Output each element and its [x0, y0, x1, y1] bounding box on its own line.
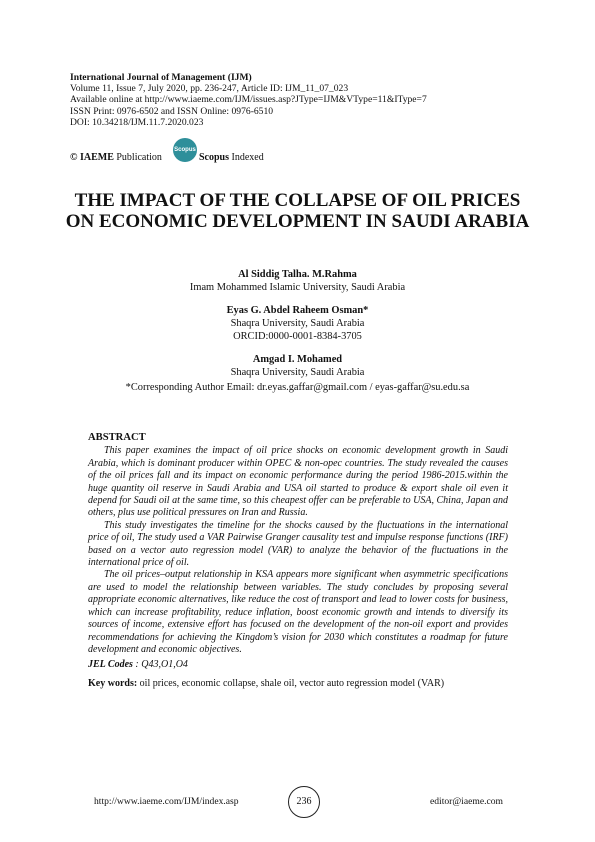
- keywords: [88, 678, 508, 690]
- author-name: Eyas G. Abdel Raheem Osman*: [226, 305, 369, 316]
- publication-line: [70, 138, 370, 174]
- scopus-indexed: [199, 152, 264, 163]
- author-orcid: ORCID:0000-0001-8384-3705: [233, 331, 362, 342]
- footer-url[interactable]: http://www.iaeme.com/IJM/index.asp: [94, 796, 239, 807]
- indexed-text: Indexed: [231, 152, 264, 163]
- author-block: [60, 304, 535, 343]
- author-block: [60, 268, 535, 294]
- keywords-value: oil prices, economic collapse, shale oil, vector auto regression model (VAR): [137, 677, 445, 689]
- publication-word: Publication: [116, 152, 162, 163]
- author-affiliation: Shaqra University, Saudi Arabia: [230, 367, 365, 378]
- availability-info[interactable]: Available online at http://www.iaeme.com/IJM/issues.asp?JType=IJM&VType=11&IType=7: [70, 94, 427, 106]
- page-footer: [70, 786, 525, 816]
- author-block: [60, 353, 535, 379]
- author-affiliation: Shaqra University, Saudi Arabia: [230, 318, 365, 329]
- abstract-section: [88, 432, 508, 690]
- abstract-paragraph: This study investigates the timeline for the shocks caused by the fluctuations in the international price of oil, The study used a VAR Pairwise Granger causality test and impulse response functions (IRF) based on a vector auto regression model (VAR) to analyze the behavior of the fluctuations in the international price of oil.: [88, 519, 508, 569]
- issn-info: ISSN Print: 0976-6502 and ISSN Online: 0976-6510: [70, 105, 274, 117]
- author-list: [60, 268, 535, 394]
- paper-title: THE IMPACT OF THE COLLAPSE OF OIL PRICES ON ECONOMIC DEVELOPMENT IN SAUDI ARABIA: [65, 190, 530, 232]
- abstract-paragraph: This paper examines the impact of oil price shocks on economic development growth in Saudi Arabia, which is dominant producer within OPEC & non-opec countries. The study revealed the causes of the oil prices fall and its impact on economic performance during the period 1986-2015.within the huge quantity oil reserve in Saudi Arabia and USA oil started to produce & export shale oil even it depend for Saudi oil at the same time, so this cheapest offer can be preferable to USA, China, Japan and others, plus use political pressures on Iran and Russia.: [88, 445, 508, 519]
- jel-value: : Q43,O1,O4: [135, 659, 188, 671]
- author-name: Amgad I. Mohamed: [252, 354, 343, 365]
- journal-header: [70, 72, 427, 128]
- journal-name: International Journal of Management (IJM): [70, 72, 252, 83]
- jel-codes: [88, 659, 508, 671]
- publisher-copyright: [70, 152, 162, 163]
- abstract-heading: ABSTRACT: [88, 432, 146, 443]
- jel-label: JEL Codes: [88, 659, 133, 671]
- volume-info: Volume 11, Issue 7, July 2020, pp. 236-247, Article ID: IJM_11_07_023: [70, 83, 349, 95]
- keywords-label: Key words:: [88, 677, 138, 689]
- author-affiliation: Imam Mohammed Islamic University, Saudi Arabia: [189, 282, 406, 293]
- author-name: Al Siddig Talha. M.Rahma: [238, 269, 357, 280]
- footer-email[interactable]: editor@iaeme.com: [429, 796, 503, 807]
- page-number: 236: [288, 786, 320, 818]
- doi-info[interactable]: DOI: 10.34218/IJM.11.7.2020.023: [70, 116, 204, 128]
- copyright-text: © IAEME: [70, 152, 114, 163]
- scopus-logo-icon: Scopus: [173, 138, 197, 162]
- abstract-paragraph: The oil prices–output relationship in KSA appears more significant when asymmetric specifications are used to model the relationship between variables. The study concludes by proposing several appropriate economic alternatives, like reduce the cost of transport and lead to lower costs for business, which can increase profitability, reduce inflation, boost economic growth and intends to diversify its sources of income, extensive effort has focused on the development of the non-oil export and provides recommendations for achieving the Kingdom’s vision for 2030 which constitutes a roadmap for future development and economic objectives.: [88, 569, 508, 655]
- scopus-text: Scopus: [199, 152, 230, 163]
- corresponding-email[interactable]: *Corresponding Author Email: dr.eyas.gaffar@gmail.com / eyas-gaffar@su.edu.sa: [125, 382, 470, 393]
